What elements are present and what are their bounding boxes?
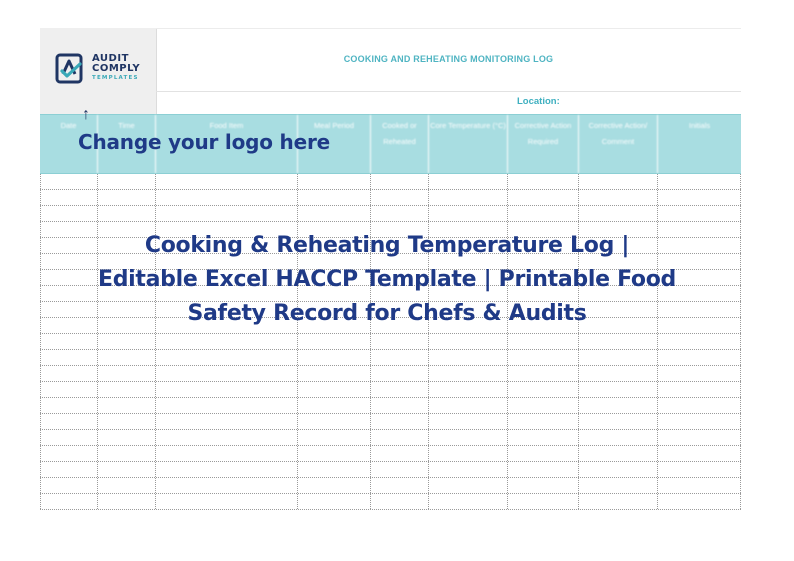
table-cell[interactable]: [98, 430, 156, 445]
column-header-initials: Initials: [688, 121, 711, 130]
table-cell[interactable]: [371, 494, 429, 509]
table-cell[interactable]: [40, 382, 98, 397]
table-cell[interactable]: [658, 478, 741, 493]
table-cell[interactable]: [429, 398, 508, 413]
table-cell[interactable]: [40, 430, 98, 445]
table-cell[interactable]: [579, 462, 658, 477]
log-grid: [40, 174, 741, 510]
up-arrow-icon: ↑: [82, 106, 90, 123]
table-cell[interactable]: [98, 398, 156, 413]
table-cell[interactable]: [579, 494, 658, 509]
table-cell[interactable]: [371, 478, 429, 493]
logo-line-templates: TEMPLATES: [92, 75, 139, 81]
table-cell[interactable]: [371, 446, 429, 461]
table-cell[interactable]: [40, 334, 98, 349]
table-row: [40, 334, 741, 350]
table-cell[interactable]: [298, 430, 371, 445]
table-cell[interactable]: [371, 462, 429, 477]
table-cell[interactable]: [579, 430, 658, 445]
table-cell[interactable]: [429, 430, 508, 445]
table-cell[interactable]: [579, 350, 658, 365]
table-cell[interactable]: [579, 382, 658, 397]
table-cell[interactable]: [40, 462, 98, 477]
column-header-core-temperature: Core Temperature (°C): [429, 115, 508, 173]
table-row: [40, 190, 741, 206]
table-cell[interactable]: [579, 446, 658, 461]
table-cell[interactable]: [156, 382, 298, 397]
logo-line-audit: AUDIT: [92, 53, 129, 64]
table-cell[interactable]: [429, 478, 508, 493]
table-cell[interactable]: [298, 382, 371, 397]
column-header-corrective-action-comment: Corrective Action/ Comment: [579, 115, 658, 173]
table-row: [40, 174, 741, 190]
log-title: COOKING AND REHEATING MONITORING LOG: [343, 54, 554, 64]
table-cell[interactable]: [429, 174, 508, 189]
logo-hint-caption: Change your logo here: [78, 130, 330, 154]
table-cell[interactable]: [298, 414, 371, 429]
table-row: [40, 430, 741, 446]
table-cell[interactable]: [429, 494, 508, 509]
table-cell[interactable]: [98, 462, 156, 477]
table-cell[interactable]: [429, 462, 508, 477]
table-cell[interactable]: [156, 334, 298, 349]
table-cell[interactable]: [658, 494, 741, 509]
table-cell[interactable]: [429, 206, 508, 221]
headline-line-2: Editable Excel HACCP Template | Printable Food: [97, 267, 677, 292]
table-cell[interactable]: [98, 446, 156, 461]
table-cell[interactable]: [298, 174, 371, 189]
table-cell[interactable]: [579, 334, 658, 349]
table-cell[interactable]: [156, 414, 298, 429]
column-header-date: Date: [40, 115, 98, 173]
headline-line-3: Safety Record for Chefs & Audits: [187, 301, 587, 326]
table-cell[interactable]: [508, 430, 579, 445]
table-cell[interactable]: [371, 206, 429, 221]
table-cell[interactable]: [658, 462, 741, 477]
table-cell[interactable]: [156, 494, 298, 509]
table-cell[interactable]: [371, 190, 429, 205]
table-cell[interactable]: [298, 478, 371, 493]
table-cell[interactable]: [98, 494, 156, 509]
table-cell[interactable]: [429, 350, 508, 365]
table-cell[interactable]: [508, 190, 579, 205]
table-cell[interactable]: [658, 366, 741, 381]
table-cell[interactable]: [658, 446, 741, 461]
table-cell[interactable]: [658, 190, 741, 205]
table-row: [40, 206, 741, 222]
table-cell[interactable]: [298, 334, 371, 349]
table-cell[interactable]: [371, 350, 429, 365]
table-cell[interactable]: [156, 478, 298, 493]
table-cell[interactable]: [658, 206, 741, 221]
table-cell[interactable]: [508, 414, 579, 429]
table-cell[interactable]: [156, 366, 298, 381]
table-cell[interactable]: [40, 206, 98, 221]
table-cell[interactable]: [298, 446, 371, 461]
table-cell[interactable]: [429, 334, 508, 349]
table-row: [40, 350, 741, 366]
table-cell[interactable]: [98, 350, 156, 365]
table-cell[interactable]: [579, 398, 658, 413]
table-cell[interactable]: [371, 430, 429, 445]
title-row: [156, 28, 741, 92]
table-cell[interactable]: [579, 174, 658, 189]
table-cell[interactable]: [508, 462, 579, 477]
table-cell[interactable]: [508, 334, 579, 349]
table-cell[interactable]: [298, 398, 371, 413]
table-cell[interactable]: [579, 478, 658, 493]
table-cell[interactable]: [98, 478, 156, 493]
table-cell[interactable]: [40, 414, 98, 429]
table-cell[interactable]: [429, 446, 508, 461]
table-cell[interactable]: [98, 414, 156, 429]
table-cell[interactable]: [40, 174, 98, 189]
table-cell[interactable]: [579, 206, 658, 221]
table-cell[interactable]: [156, 206, 298, 221]
table-cell[interactable]: [658, 398, 741, 413]
table-cell[interactable]: [40, 366, 98, 381]
table-cell[interactable]: [298, 206, 371, 221]
table-cell[interactable]: [298, 190, 371, 205]
table-cell[interactable]: [156, 430, 298, 445]
table-cell[interactable]: [508, 494, 579, 509]
table-cell[interactable]: [156, 190, 298, 205]
table-cell[interactable]: [429, 366, 508, 381]
table-cell[interactable]: [98, 190, 156, 205]
table-row: [40, 462, 741, 478]
table-cell[interactable]: [156, 350, 298, 365]
column-header-meal-period: Meal Period: [298, 115, 371, 173]
table-cell[interactable]: [298, 366, 371, 381]
table-row: [40, 478, 741, 494]
headline-line-1: Cooking & Reheating Temperature Log |: [144, 233, 630, 258]
table-cell[interactable]: [658, 334, 741, 349]
table-cell[interactable]: [508, 366, 579, 381]
logo-cell[interactable]: [40, 28, 157, 114]
table-cell[interactable]: [658, 430, 741, 445]
table-cell[interactable]: [508, 398, 579, 413]
table-cell[interactable]: [40, 190, 98, 205]
table-cell[interactable]: [508, 478, 579, 493]
table-cell[interactable]: [298, 462, 371, 477]
table-cell[interactable]: [40, 398, 98, 413]
table-cell[interactable]: [508, 350, 579, 365]
table-cell[interactable]: [371, 366, 429, 381]
table-cell[interactable]: [98, 174, 156, 189]
table-cell[interactable]: [658, 350, 741, 365]
table-row: [40, 414, 741, 430]
column-header-food-item: Food Item: [156, 115, 298, 173]
table-cell[interactable]: [40, 446, 98, 461]
table-cell[interactable]: [429, 190, 508, 205]
table-cell[interactable]: [40, 494, 98, 509]
table-cell[interactable]: [156, 174, 298, 189]
table-row: [40, 446, 741, 462]
table-cell[interactable]: [579, 366, 658, 381]
column-header-cooked-or-reheated: Cooked or Reheated: [371, 115, 429, 173]
table-cell[interactable]: [40, 478, 98, 493]
table-cell[interactable]: [371, 334, 429, 349]
table-cell[interactable]: [98, 206, 156, 221]
table-cell[interactable]: [298, 494, 371, 509]
logo-line-comply: COMPLY: [92, 63, 141, 74]
column-header-corrective-action-required: Corrective Action Required: [508, 115, 579, 173]
table-row: [40, 366, 741, 382]
column-header-time: Time: [98, 115, 156, 173]
table-cell[interactable]: [579, 190, 658, 205]
table-cell[interactable]: [429, 414, 508, 429]
table-cell[interactable]: [98, 366, 156, 381]
table-cell[interactable]: [508, 382, 579, 397]
table-cell[interactable]: [40, 350, 98, 365]
table-cell[interactable]: [298, 350, 371, 365]
table-cell[interactable]: [508, 174, 579, 189]
table-row: [40, 398, 741, 414]
table-cell[interactable]: [508, 446, 579, 461]
table-cell[interactable]: [156, 398, 298, 413]
table-cell[interactable]: [371, 398, 429, 413]
table-cell[interactable]: [371, 414, 429, 429]
logo-wordmark: [92, 54, 140, 82]
table-cell[interactable]: [579, 414, 658, 429]
table-row: [40, 494, 741, 510]
table-cell[interactable]: [658, 382, 741, 397]
table-cell[interactable]: [98, 382, 156, 397]
location-row: [156, 90, 741, 114]
table-cell[interactable]: [429, 382, 508, 397]
table-cell[interactable]: [658, 174, 741, 189]
table-cell[interactable]: [156, 446, 298, 461]
table-cell[interactable]: [371, 382, 429, 397]
location-label: Location:: [517, 96, 560, 107]
clipboard-check-icon: [54, 52, 86, 84]
table-cell[interactable]: [98, 334, 156, 349]
table-cell[interactable]: [371, 174, 429, 189]
table-row: [40, 382, 741, 398]
table-cell[interactable]: [658, 414, 741, 429]
table-cell[interactable]: [508, 206, 579, 221]
table-cell[interactable]: [156, 462, 298, 477]
